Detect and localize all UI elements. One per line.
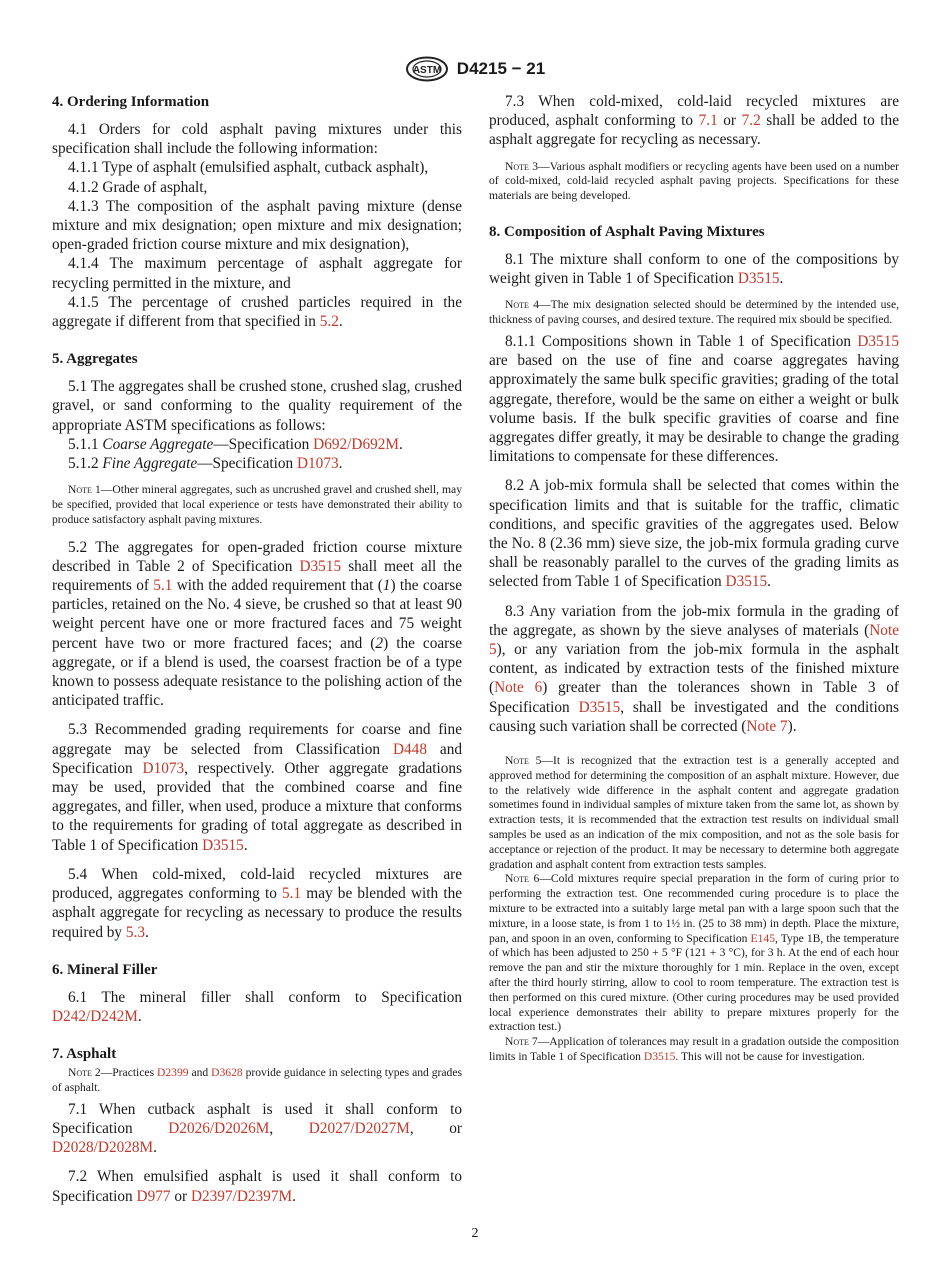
ref-link[interactable]: D2026/D2026M (168, 1119, 270, 1137)
note-3: Note 3—Various asphalt modifiers or recycling agents have been used on a number of cold-mixed, cold-laid recycled asphalt paving projects. Specifications for these materials are being developed. (489, 159, 899, 203)
ref-link[interactable]: D3515 (737, 270, 780, 288)
section-4-heading: 4. Ordering Information (52, 94, 210, 110)
ref-link[interactable]: D448 (392, 740, 427, 758)
ref-link[interactable]: D977 (136, 1187, 171, 1205)
ref-link[interactable]: Note 7 (746, 717, 788, 735)
para-4-1-4: 4.1.4 The maximum percentage of asphalt aggregate for recycling permitted in the mixture, and (52, 255, 462, 292)
right-column (489, 92, 899, 1065)
ref-link[interactable]: D3515 (202, 836, 244, 854)
para-7-2: 7.2 When emulsified asphalt is used it shall conform to Specification D977 or D2397/D2397M. (52, 1168, 462, 1205)
ref-link[interactable]: D3515 (643, 1050, 676, 1063)
ref-link[interactable]: D3515 (578, 698, 621, 716)
ref-link[interactable]: D2399 (157, 1066, 189, 1080)
para-5-4: 5.4 When cold-mixed, cold-laid recycled mixtures are produced, aggregates conforming to 5.1 may be blended with the asphalt aggregate for recycling as necessary to produce the results required by 5.3. (52, 865, 463, 941)
para-4-1-5: 4.1.5 The percentage of crushed particles required in the aggregate if different from that specified in 5.2. (52, 293, 462, 331)
page-header (0, 56, 950, 82)
ref-link[interactable]: 5.3 (125, 923, 146, 941)
page-number: 2 (471, 1226, 479, 1241)
para-7-3: 7.3 When cold-mixed, cold-laid recycled mixtures are produced, asphalt conforming to 7.1 or 7.2 shall be added to the asphalt aggregate for recycling as necessary. (489, 93, 899, 149)
para-8-1-1: 8.1.1 Compositions shown in Table 1 of Specification D3515 are based on the use of fine and coarse aggregates having approximately the same bulk specific gravities; grading of the total aggregate, therefore, would be the same on either a weight or bulk volume basis. If the bulk specific gravities of coarse and fine aggregates differ greatly, it may be desirable to change the grading limitations to compensate for these differences. (489, 333, 899, 466)
para-8-3: 8.3 Any variation from the job-mix formula in the grading of the aggregate, as shown by the sieve analyses of materials (Note 5), or any variation from the job-mix formula in the asphalt content, as indicated by extraction tests of the finished mixture (Note 6) greater than the tolerances shown in Table 3 of Specification D3515, shall be investigated and the conditions causing such variation shall be corrected (Note 7). (489, 602, 899, 735)
ref-link[interactable]: Note 5 (489, 621, 899, 659)
para-5-1-1: 5.1.1 Coarse Aggregate—Specification D692/D692M. (68, 435, 403, 453)
ref-link[interactable]: D3515 (299, 557, 342, 575)
ref-link[interactable]: 5.1 (282, 885, 302, 903)
section-8-heading: 8. Composition of Asphalt Paving Mixtures (489, 224, 765, 240)
svg-text:ASTM: ASTM (412, 65, 441, 76)
ref-link[interactable]: D692/D692M (313, 435, 399, 453)
para-5-2: 5.2 The aggregates for open-graded friction course mixture described in Table 2 of Specification D3515 shall meet all the requirements of 5.1 with the added requirement that (1) the coarse particles, retained on the No. 4 sieve, be crushed so that at least 90 weight percent have one or more fractured faces and 75 weight percent have two or more fractured faces; and (2) the coarse aggregate, or if a blend is used, the coarsest fraction be of a type known to possess adequate resistance to the polishing action of the anticipated traffic. (52, 538, 462, 710)
ref-link[interactable]: 7.1 (698, 112, 718, 130)
note-7: Note 7—Application of tolerances may result in a gradation outside the composition limits in Table 1 of Specification D3515. This will not be cause for investigation. (489, 1035, 899, 1063)
para-4-1-1: 4.1.1 Type of asphalt (emulsified asphalt, cutback asphalt), (68, 159, 429, 177)
ref-link[interactable]: D1073 (296, 455, 339, 473)
note-1: Note 1—Other mineral aggregates, such as uncrushed gravel and crushed shell, may be specified, provided that local experience or tests have demonstrated their ability to produce satisfactory asphalt paving mixtures. (52, 483, 462, 526)
standard-designation: D4215 − 21 (456, 59, 546, 78)
note-2: Note 2—Practices D2399 and D3628 provide guidance in selecting types and grades of asphalt. (52, 1066, 462, 1094)
ref-link[interactable]: D2397/D2397M (190, 1187, 293, 1205)
ref-link[interactable]: 5.1 (153, 577, 173, 595)
para-8-1: 8.1 The mixture shall conform to one of the compositions by weight given in Table 1 of Specification D3515. (489, 251, 899, 288)
note-5: Note 5—It is recognized that the extraction test is a generally accepted and approved method for determining the composition of an asphalt mixture. However, due to the relatively wide difference in the asphalt content and aggregate gradation sometimes found in individual samples of mixture taken from the same lot, as shown by extraction tests, it is recommended that the extraction test results on individual small samples be used as an indication of the mix composition, and not as the sole basis for acceptance or rejection of the product. It may be necessary to determine both aggregate gradation and asphalt content from extraction tests samples. (489, 754, 899, 871)
para-4-1: 4.1 Orders for cold asphalt paving mixtures under this specification shall include the following information: (52, 121, 462, 158)
ref-link[interactable]: D2028/D2028M (52, 1139, 154, 1157)
para-6-1: 6.1 The mineral filler shall conform to Specification D242/D242M. (52, 988, 462, 1025)
ref-link[interactable]: D3628 (211, 1066, 243, 1080)
para-5-1: 5.1 The aggregates shall be crushed stone, crushed slag, crushed gravel, or sand conforming to the quality requirement of the appropriate ASTM specifications as follows: (52, 378, 462, 434)
ref-link[interactable]: D1073 (142, 759, 185, 777)
para-7-1: 7.1 When cutback asphalt is used it shall conform to Specification D2026/D2026M, D2027/D2027M, or D2028/D2028M. (52, 1100, 462, 1157)
ref-link[interactable]: E145 (750, 931, 775, 945)
para-5-3: 5.3 Recommended grading requirements for coarse and fine aggregate may be selected from Classification D448 and Specification D1073, respectively. Other aggregate gradations may be used, provided that the combined coarse and fine aggregates, and filler, when used, produce a mixture that conforms to the requirements for grading of total aggregate as described in Table 1 of Specification D3515. (52, 721, 462, 854)
section-7-heading: 7. Asphalt (52, 1046, 117, 1063)
ref-link[interactable]: D3515 (857, 333, 899, 350)
ref-link[interactable]: 7.2 (741, 112, 761, 130)
ref-link[interactable]: D3515 (725, 573, 768, 591)
para-5-1-2: 5.1.2 Fine Aggregate—Specification D1073. (68, 455, 343, 473)
ref-link[interactable]: D242/D242M (52, 1007, 138, 1025)
section-5-heading: 5. Aggregates (52, 351, 138, 368)
note-4: Note 4—The mix designation selected should be determined by the intended use, thickness of paving courses, and desired texture. The required mix sbould be specified. (489, 298, 899, 327)
ref-link[interactable]: D2027/D2027M (308, 1119, 410, 1137)
left-column (52, 92, 462, 1206)
ref-link[interactable]: Note 6 (494, 679, 543, 697)
note-6: Note 6—Cold mixtures require special preparation in the form of curing prior to performing the extraction test. One recommended curing procedure is to place the mixture to be extracted into a suitably large metal pan with a large spoon such that the mixture, in a loose state, is from 1 to 1½ in. (25 to 38 mm) in depth. Place the mixture, pan, and spoon in an oven, conforming to Specification E145, Type 1B, the temperature of which has been adjusted to 250 + 5 °F (121 + 3 °C), for 3 h. At the end of each hour remove the pan and stir the mixture thoroughly for 1 min. Replace in the oven, except after the third hourly stirring, allow to cool to room temperature. The extraction test is then performed on this cured mixture. (Other curing procedures may be used provided local experience demonstrates their ability to prepare mixtures properly for the extraction test.) (489, 872, 899, 1034)
para-4-1-2: 4.1.2 Grade of asphalt, (68, 178, 208, 196)
para-4-1-3: 4.1.3 The composition of the asphalt paving mixture (dense mixture and mix designation; open mixture and mix designation; open-graded friction course mixture and mix designation), (52, 197, 462, 254)
para-8-2: 8.2 A job-mix formula shall be selected that comes within the specification limits and that is suitable for the traffic, climatic conditions, and specific gravities of the aggregates used. Below the No. 8 (2.36 mm) sieve size, the job-mix formula grading curve shall be reasonably parallel to the curves of the grading limits as selected from Table 1 of Specification D3515. (489, 477, 899, 591)
section-6-heading: 6. Mineral Filler (52, 961, 158, 978)
ref-link[interactable]: 5.2 (319, 313, 339, 331)
astm-logo-icon (405, 56, 449, 82)
